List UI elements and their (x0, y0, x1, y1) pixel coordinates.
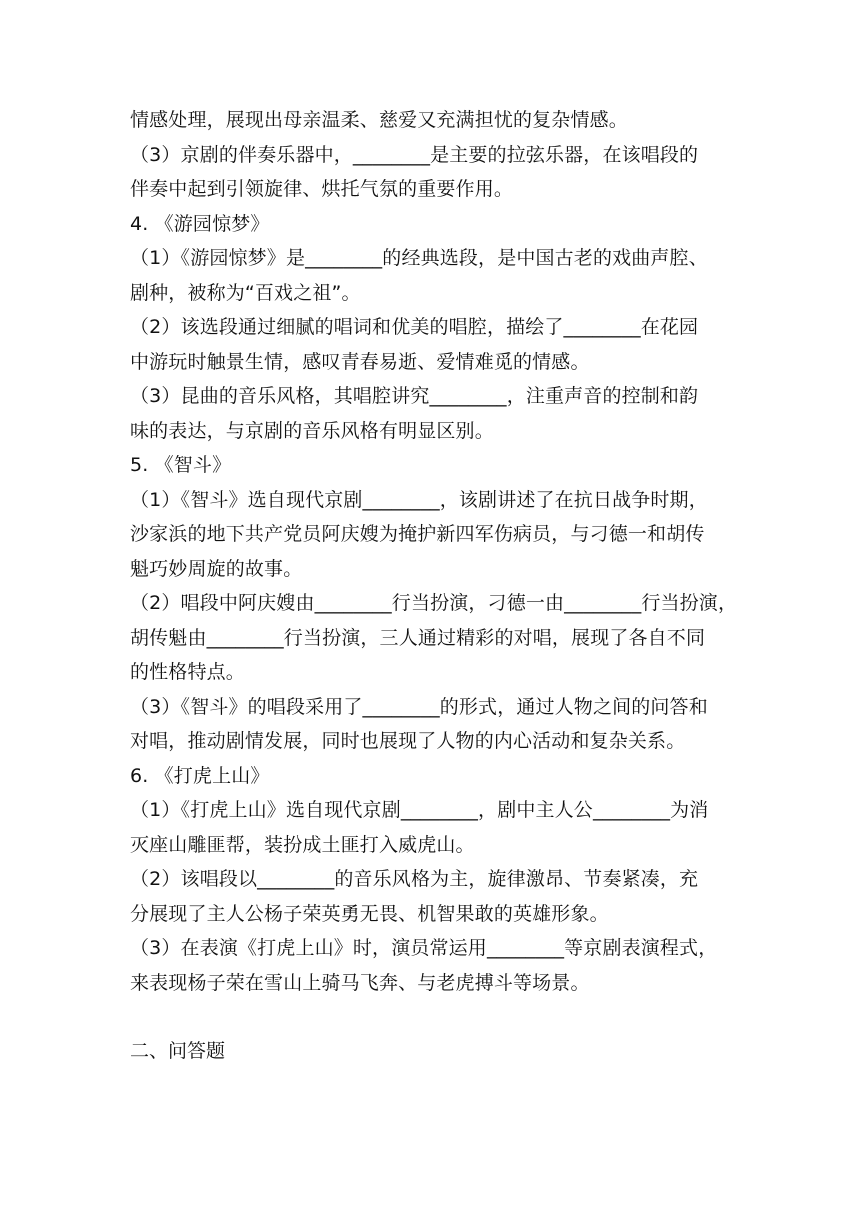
text-line: （3）京剧的伴奏乐器中，________是主要的拉弦乐器，在该唱段的 (130, 143, 699, 166)
item-heading: 6. 《打虎上山》 (130, 764, 270, 787)
text-line: （2）该唱段以________的音乐风格为主，旋律激昂、节奏紧凑，充 (130, 868, 699, 890)
item-heading: 5. 《智斗》 (130, 454, 232, 476)
text-line: 的性格特点。 (130, 661, 245, 683)
text-line: （2）该选段通过细腻的唱词和优美的唱腔，描绘了________在花园 (130, 316, 699, 338)
text-line: 沙家浜的地下共产党员阿庆嫂为掩护新四军伤病员，与刁德一和胡传 (130, 523, 705, 545)
text-line: 魁巧妙周旋的故事。 (130, 557, 303, 580)
text-line: （1）《游园惊梦》是________的经典选段，是中国古老的戏曲声腔、 (130, 247, 708, 269)
text-line: （1）《智斗》选自现代京剧________，该剧讲述了在抗日战争时期， (130, 488, 708, 511)
text-line: （1）《打虎上山》选自现代京剧________，剧中主人公________为消 (130, 799, 709, 821)
text-line: （3）昆曲的音乐风格，其唱腔讲究________，注重声音的控制和韵 (130, 385, 699, 407)
item-heading: 4. 《游园惊梦》 (130, 212, 270, 235)
text-line: 灭座山雕匪帮，装扮成土匪打入威虎山。 (130, 833, 475, 856)
text-line: 伴奏中起到引领旋律、烘托气氛的重要作用。 (130, 178, 514, 200)
text-line: （2）唱段中阿庆嫂由________行当扮演，刁德一由________行当扮演， (130, 592, 738, 614)
section-title: 二、问答题 (130, 1040, 226, 1062)
text-line: （3）《智斗》的唱段采用了________的形式，通过人物之间的问答和 (130, 695, 708, 718)
section-spacer (130, 1000, 745, 1034)
text-line: 味的表达，与京剧的音乐风格有明显区别。 (130, 419, 494, 442)
document-page (130, 103, 745, 1068)
text-line: 剧种，被称为“百戏之祖”。 (130, 281, 361, 304)
text-line: 胡传魁由________行当扮演，三人通过精彩的对唱，展现了各自不同 (130, 626, 706, 649)
text-line: 中游玩时触景生情，感叹青春易逝、爱情难觅的情感。 (130, 350, 590, 373)
text-line: 分展现了主人公杨子荣英勇无畏、机智果敢的英雄形象。 (130, 902, 609, 925)
text-line: （3）在表演《打虎上山》时，演员常运用________等京剧表演程式， (130, 937, 718, 959)
text-line: 对唱，推动剧情发展，同时也展现了人物的内心活动和复杂关系。 (130, 730, 686, 752)
text-line: 情感处理，展现出母亲温柔、慈爱又充满担忧的复杂情感。 (130, 109, 628, 131)
text-line: 来表现杨子荣在雪山上骑马飞奔、与老虎搏斗等场景。 (130, 971, 590, 994)
